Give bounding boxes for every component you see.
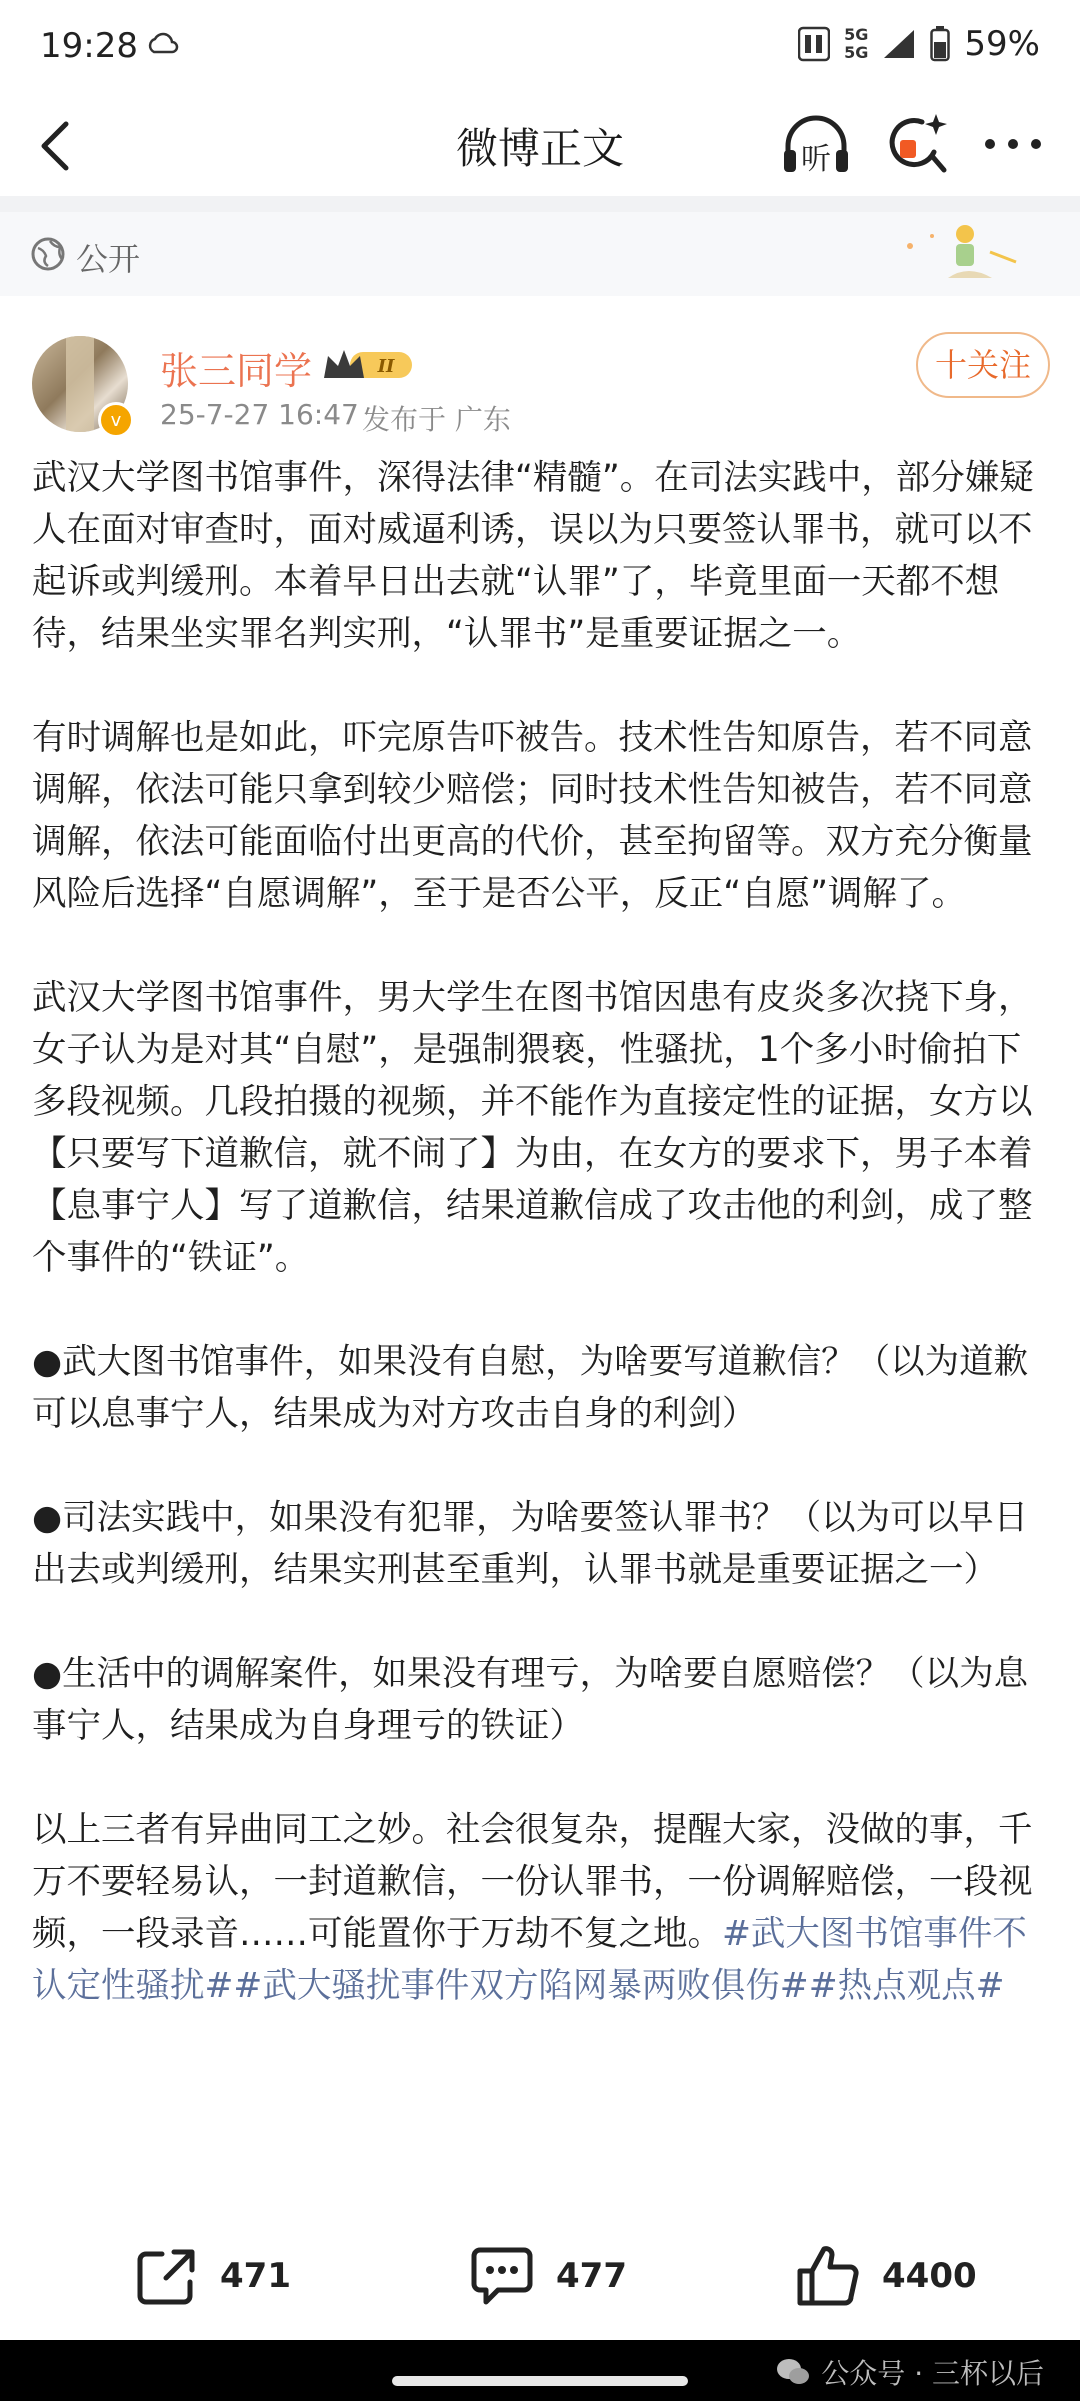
post-paragraph: 有时调解也是如此，吓完原告吓被告。技术性告知原告，若不同意调解，依法可能只拿到较少赔偿；同时技术性告知被告，若不同意调解，依法可能面临付出更高的代价，甚至拘留等。双方充分衡量风险后选择“自愿调解”，至于是否公平，反正“自愿”调解了。 <box>32 718 1033 914</box>
watermark-text: 公众号 · 三杯以后 <box>821 2357 1044 2390</box>
like-button[interactable] <box>796 2246 977 2306</box>
network-label: 5G <box>844 25 869 44</box>
thumbs-up-icon <box>796 2245 860 2307</box>
listen-button[interactable] <box>780 110 852 178</box>
repost-button[interactable] <box>136 2246 291 2306</box>
comment-icon <box>470 2246 534 2306</box>
vip-crown-badge-icon <box>320 344 416 384</box>
app-bar <box>0 96 1080 196</box>
vip-level: II <box>377 356 395 377</box>
post-time: 25-7-27 16:47 <box>160 398 359 431</box>
post-paragraph: ●武大图书馆事件，如果没有自慰，为啥要写道歉信？（以为道歉可以息事宁人，结果成为对方攻击自身的利剑） <box>32 1342 1029 1434</box>
network-label-2: 5G <box>844 43 869 62</box>
system-gesture-bar <box>0 2340 1080 2401</box>
follow-button[interactable]: 十关注 <box>916 332 1050 398</box>
author-header <box>0 326 1080 446</box>
search-icon[interactable] <box>886 110 950 178</box>
author-name[interactable]: 张三同学 <box>160 349 313 393</box>
wechat-icon <box>775 2357 811 2387</box>
comment-count: 477 <box>556 2256 627 2296</box>
repost-count: 471 <box>220 2256 291 2296</box>
section-divider <box>0 196 1080 212</box>
battery-icon <box>930 26 950 62</box>
watermark <box>775 2352 1044 2392</box>
post-paragraph: ●司法实践中，如果没有犯罪，为啥要签认罪书？（以为可以早日出去或判缓刑，结果实刑甚至重判，认罪书就是重要证据之一） <box>32 1498 1029 1590</box>
battery-percent: 59% <box>964 24 1040 64</box>
post-paragraph-last <box>32 1804 1048 2012</box>
cloud-icon <box>146 28 180 58</box>
like-count: 4400 <box>882 2256 977 2296</box>
post-paragraph: 武汉大学图书馆事件，深得法律“精髓”。在司法实践中，部分嫌疑人在面对审查时，面对威逼利诱，误以为只要签认罪书，就可以不起诉或判缓刑。本着早日出去就“认罪”了，毕竟里面一天都不想待，结果坐实罪名判实刑，“认罪书”是重要证据之一。 <box>32 458 1034 654</box>
post-location: 发布于 广东 <box>362 403 511 436</box>
cell-signal-icon <box>882 28 916 60</box>
listen-label: 听 <box>801 142 831 177</box>
content-fade <box>0 2160 1080 2210</box>
decoration-illustration <box>870 216 1020 292</box>
verified-badge-icon <box>98 402 134 438</box>
repost-icon <box>136 2246 198 2306</box>
gesture-handle[interactable] <box>392 2376 688 2386</box>
signal-hd-icon <box>798 26 830 62</box>
status-indicators <box>798 24 1040 64</box>
status-bar <box>0 0 1080 96</box>
post-paragraph: ●生活中的调解案件，如果没有理亏，为啥要自愿赔偿？（以为息事宁人，结果成为自身理亏的铁证） <box>32 1654 1029 1746</box>
more-icon[interactable] <box>978 116 1048 172</box>
privacy-row <box>0 212 1080 296</box>
post-body <box>32 452 1048 2200</box>
status-time: 19:28 <box>40 26 138 66</box>
comment-button[interactable] <box>470 2246 627 2306</box>
action-bar <box>0 2210 1080 2340</box>
page-title: 微博正文 <box>455 124 624 173</box>
privacy-label: 公开 <box>76 240 141 278</box>
globe-icon <box>30 236 66 272</box>
hashtag-links[interactable]: #武大图书馆事件不认定性骚扰##武大骚扰事件双方陷网暴两败俱伤##热点观点# <box>32 1914 1027 2006</box>
post-paragraph: 武汉大学图书馆事件，男大学生在图书馆因患有皮炎多次挠下身，女子认为是对其“自慰”，是强制猥亵，性骚扰，1个多小时偷拍下多段视频。几段拍摄的视频，并不能作为直接定性的证据，女方以【只要写下道歉信，就不闹了】为由，在女方的要求下，男子本着【息事宁人】写了道歉信，结果道歉信成了攻击他的利剑，成了整个事件的“铁证”。 <box>32 978 1033 1278</box>
post-conclusion: 以上三者有异曲同工之妙。社会很复杂，提醒大家，没做的事，千万不要轻易认，一封道歉信，一份认罪书，一份调解赔偿，一段视频，一段录音……可能置你于万劫不复之地。 <box>32 1810 1033 1954</box>
svg-text:v: v <box>110 410 122 431</box>
